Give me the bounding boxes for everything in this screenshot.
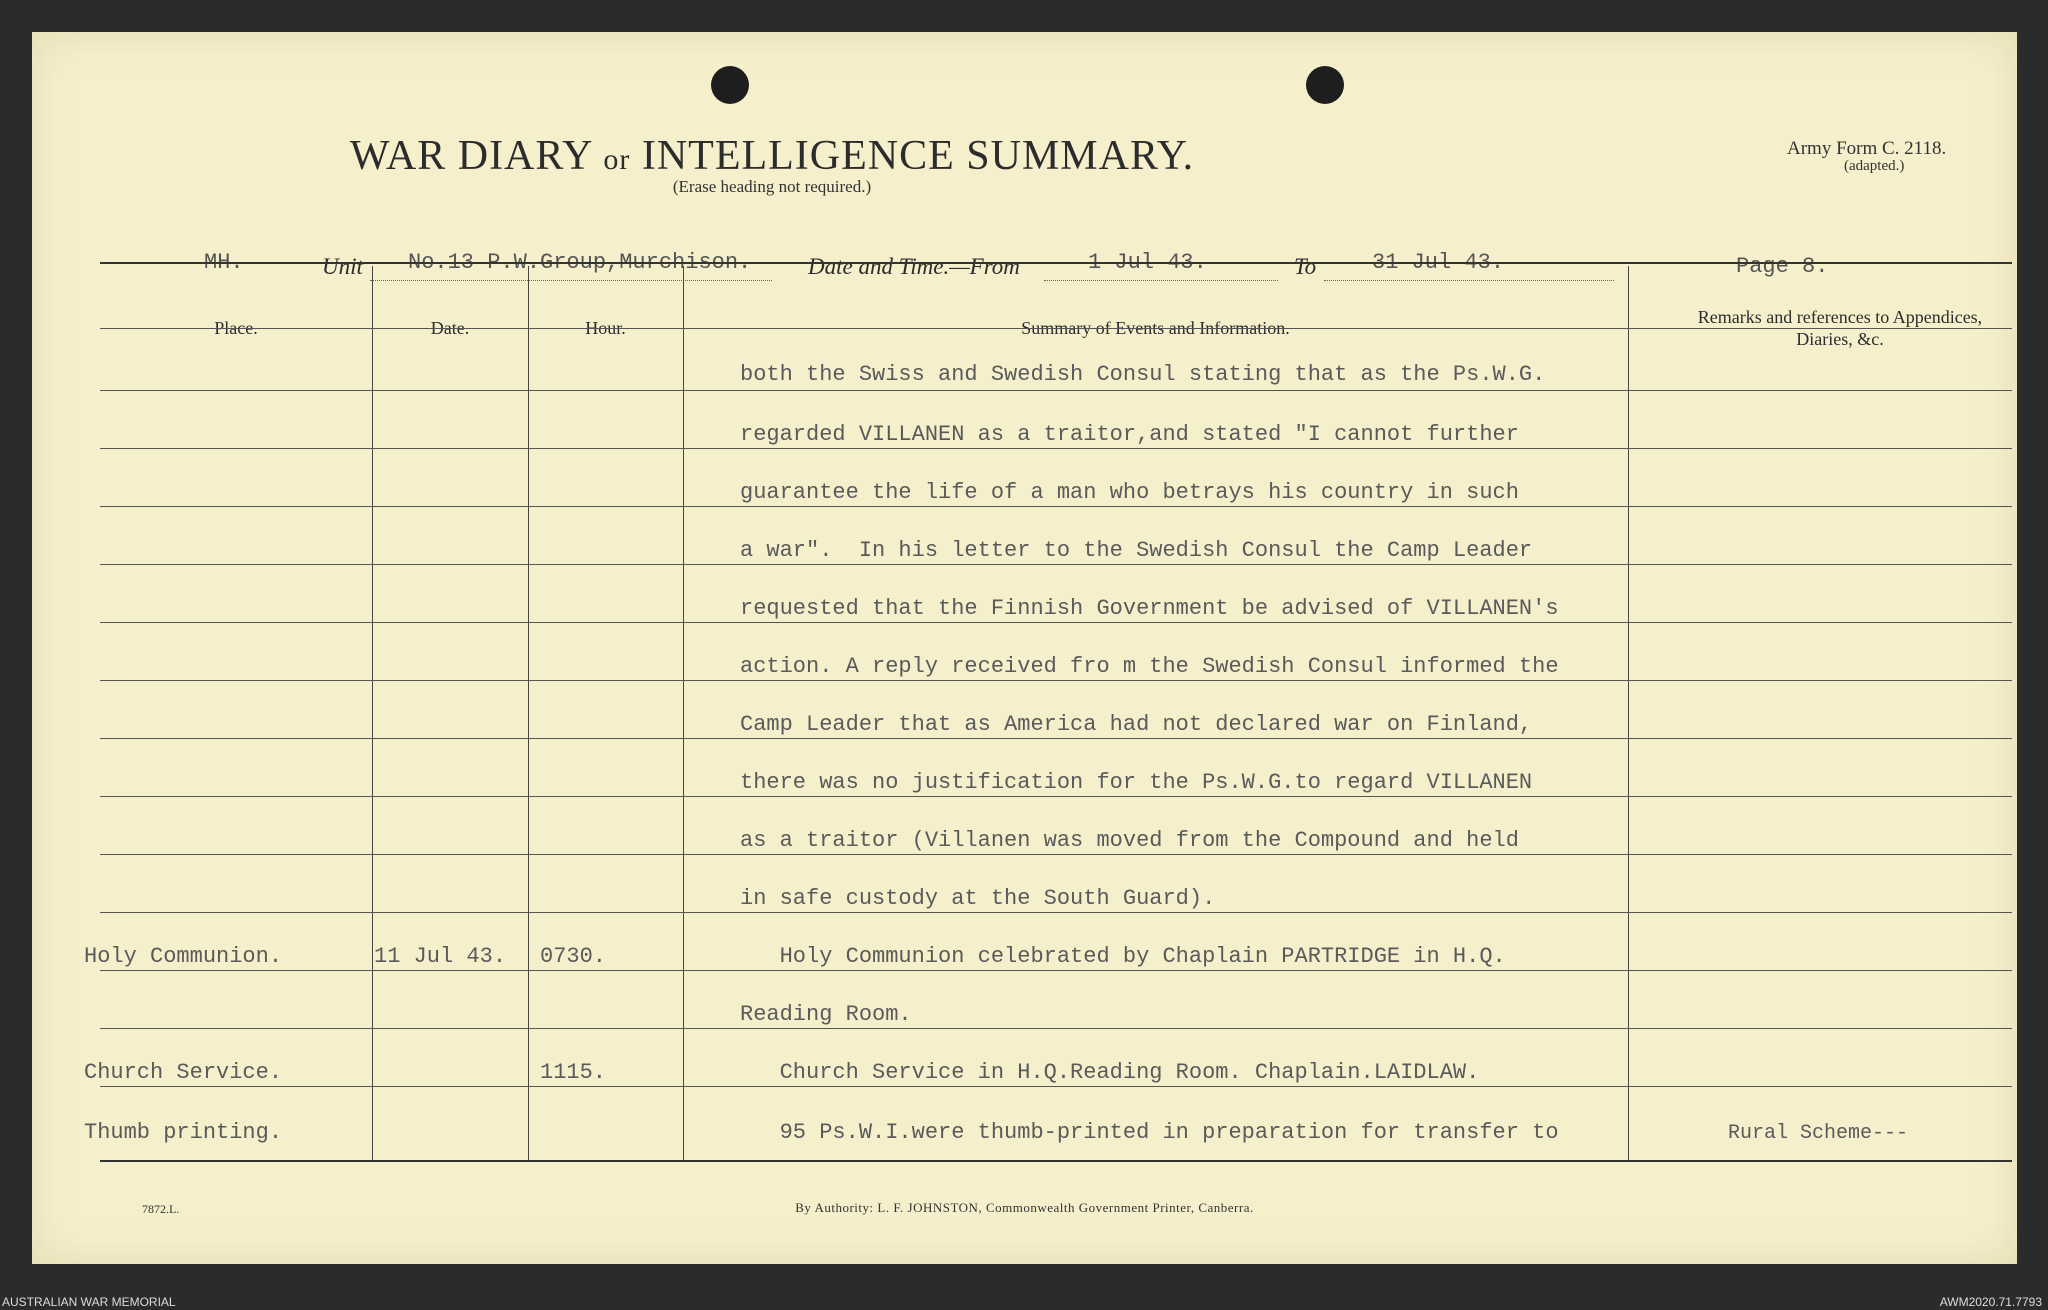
divider-place-date [372, 266, 373, 1160]
ruled-line [100, 328, 2012, 329]
divider-summary-remarks [1628, 266, 1629, 1160]
entry-hour: 0730. [540, 944, 607, 969]
entry-summary: Reading Room. [740, 1002, 912, 1027]
initials: MH. [204, 250, 244, 275]
credit-institution: AUSTRALIAN WAR MEMORIAL [2, 1295, 176, 1309]
title-intelligence-summary: INTELLIGENCE SUMMARY. [641, 133, 1195, 179]
unit-label: Unit [322, 254, 363, 279]
from-dotted-line [1044, 280, 1278, 281]
ruled-line [100, 738, 2012, 739]
ruled-line [100, 1028, 2012, 1029]
date-from-label: Date and Time.—From [808, 254, 1020, 279]
date-to-value: 31 Jul 43. [1372, 250, 1505, 275]
table-top-rule [100, 262, 2012, 264]
col-head-place: Place. [214, 318, 258, 338]
form-subtitle: (Erase heading not required.) [672, 177, 872, 196]
entry-summary: Holy Communion celebrated by Chaplain PARTRIDGE in H.Q. [740, 944, 1506, 969]
ruled-line [100, 1086, 2012, 1087]
punch-hole-left [711, 66, 749, 104]
credit-accession: AWM2020.71.7793 [1939, 1295, 2042, 1309]
summary-line: action. A reply received fro m the Swedish Consul informed the [740, 654, 1559, 679]
ruled-line [100, 564, 2012, 565]
entry-summary: Church Service in H.Q.Reading Room. Chaplain.LAIDLAW. [740, 1060, 1480, 1085]
form-title [32, 132, 1512, 180]
entry-date: 11 Jul 43. [374, 944, 507, 969]
army-form-number: Army Form C. 2118. [1787, 138, 1947, 159]
ruled-line [100, 854, 2012, 855]
col-head-hour: Hour. [585, 318, 626, 338]
entry-hour: 1115. [540, 1060, 607, 1085]
ruled-line [100, 506, 2012, 507]
entry-place: Thumb printing. [84, 1120, 283, 1145]
summary-line: there was no justification for the Ps.W.G.to regard VILLANEN [740, 770, 1533, 795]
summary-line: both the Swiss and Swedish Consul stating that as the Ps.W.G. [740, 362, 1546, 387]
page-number: Page 8. [1736, 254, 1829, 279]
ruled-line [100, 622, 2012, 623]
entry-place: Church Service. [84, 1060, 283, 1085]
entry-remarks: Rural Scheme--- [1728, 1122, 1909, 1145]
summary-line: guarantee the life of a man who betrays his country in such [740, 480, 1519, 505]
col-head-date: Date. [430, 318, 470, 338]
diary-sheet [32, 32, 2017, 1264]
army-form-adapted: (adapted.) [1844, 158, 1905, 174]
summary-line: regarded VILLANEN as a traitor,and stated "I cannot further [740, 422, 1519, 447]
unit-value: No.13 P.W.Group,Murchison. [408, 250, 752, 275]
summary-line: a war". In his letter to the Swedish Consul the Camp Leader [740, 538, 1533, 563]
divider-hour-summary [683, 266, 684, 1160]
to-dotted-line [1324, 280, 1614, 281]
title-or: or [603, 143, 631, 176]
ruled-line [100, 448, 2012, 449]
printer-authority: By Authority: L. F. JOHNSTON, Commonwealth Government Printer, Canberra. [795, 1200, 1254, 1215]
summary-line: in safe custody at the South Guard). [740, 886, 1216, 911]
ruled-line [100, 970, 2012, 971]
unit-dotted-line [370, 280, 772, 281]
col-head-remarks: Remarks and references to Appendices, Diaries, &c. [1697, 307, 1983, 349]
table-bottom-rule [100, 1160, 2012, 1162]
ruled-line [100, 796, 2012, 797]
title-war-diary: WAR DIARY [349, 133, 592, 179]
entry-summary: 95 Ps.W.I.were thumb-printed in preparation for transfer to [740, 1120, 1559, 1145]
date-to-label: To [1294, 254, 1317, 279]
form-code: 7872.L. [142, 1202, 180, 1216]
entry-place: Holy Communion. [84, 944, 283, 969]
summary-line: requested that the Finnish Government be advised of VILLANEN's [740, 596, 1559, 621]
date-from-value: 1 Jul 43. [1088, 250, 1207, 275]
summary-line: as a traitor (Villanen was moved from the Compound and held [740, 828, 1519, 853]
ruled-line [100, 390, 2012, 391]
ruled-line [100, 912, 2012, 913]
divider-date-hour [528, 266, 529, 1160]
col-head-summary: Summary of Events and Information. [1021, 318, 1290, 338]
punch-hole-right [1306, 66, 1344, 104]
summary-line: Camp Leader that as America had not declared war on Finland, [740, 712, 1533, 737]
ruled-line [100, 680, 2012, 681]
